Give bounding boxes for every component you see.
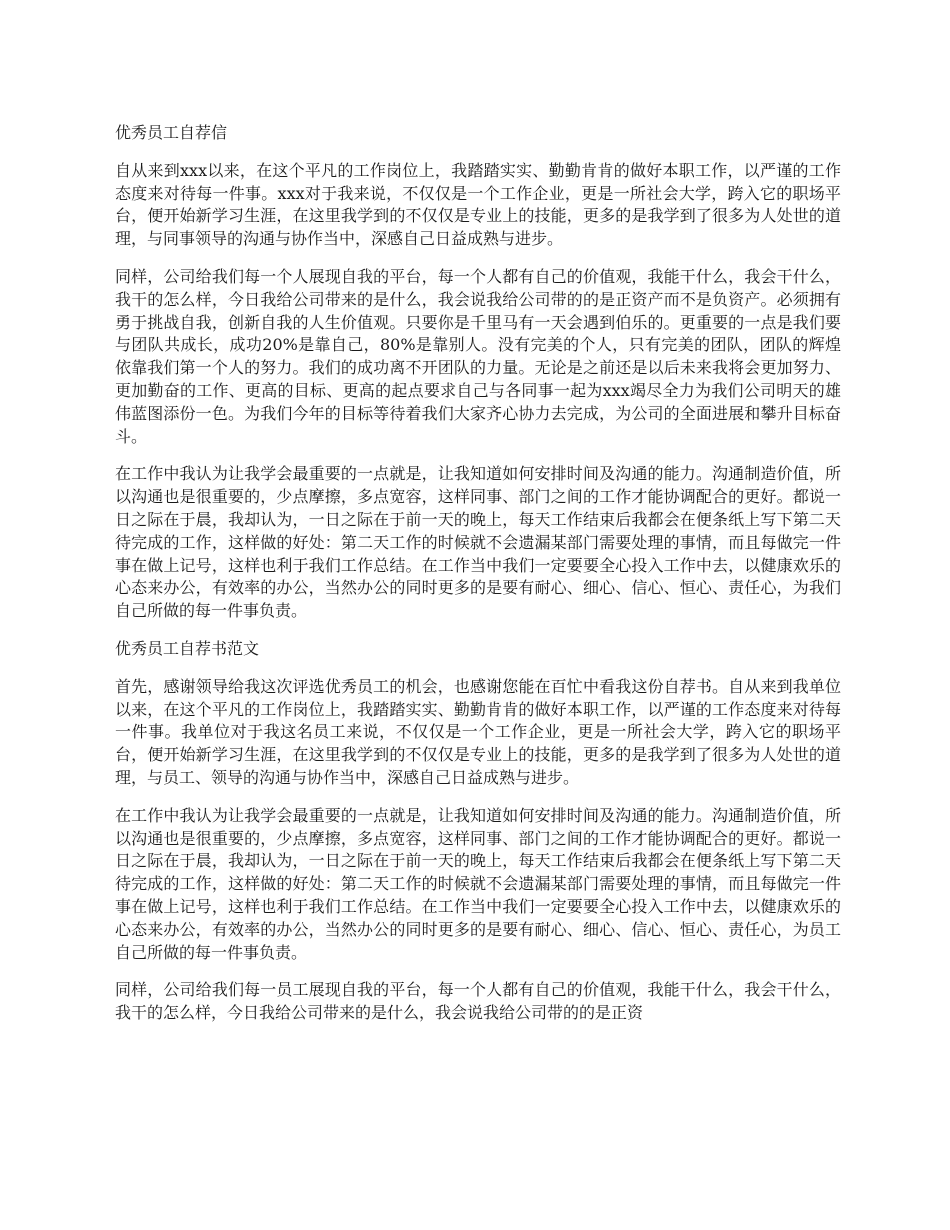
paragraph-1: 自从来到xxx以来，在这个平凡的工作岗位上，我踏踏实实、勤勤肯肯的做好本职工作，以严谨的工作态度来对待每一件事。xxx对于我来说，不仅仅是一个工作企业，更是一所社会大学，跨入它的职场平台，便开始新学习生涯，在这里我学到的不仅仅是专业上的技能，更多的是我学到了很多为人处世的道理，与同事领导的沟通与协作当中，深感自己日益成熟与进步。 bbox=[115, 160, 841, 249]
paragraph-3: 在工作中我认为让我学会最重要的一点就是，让我知道如何安排时间及沟通的能力。沟通制造价值，所以沟通也是很重要的，少点摩擦，多点宽容，这样同事、部门之间的工作才能协调配合的更好。都说一日之际在于晨，我却认为，一日之际在于前一天的晚上，每天工作结束后我都会在便条纸上写下第二天待完成的工作，这样做的好处：第二天工作的时候就不会遗漏某部门需要处理的事情，而且每做完一件事在做上记号，这样也利于我们工作总结。在工作当中我们一定要要全心投入工作中去，以健康欢乐的心态来办公，有效率的办公，当然办公的同时更多的是要有耐心、细心、信心、恒心、责任心，为我们自己所做的每一件事负责。 bbox=[115, 464, 841, 621]
section-title-1: 优秀员工自荐信 bbox=[115, 123, 228, 142]
paragraph-6: 同样，公司给我们每一员工展现自我的平台，每一个人都有自己的价值观，我能干什么，我会干什么，我干的怎么样，今日我给公司带来的是什么，我会说我给公司带的的是正资 bbox=[115, 980, 841, 1023]
paragraph-5: 在工作中我认为让我学会最重要的一点就是，让我知道如何安排时间及沟通的能力。沟通制造价值，所以沟通也是很重要的，少点摩擦，多点宽容，这样同事、部门之间的工作才能协调配合的更好。都说一日之际在于晨，我却认为，一日之际在于前一天的晚上，每天工作结束后我都会在便条纸上写下第二天待完成的工作，这样做的好处：第二天工作的时候就不会遗漏某部门需要处理的事情，而且每做完一件事在做上记号，这样也利于我们工作总结。在工作当中我们一定要要全心投入工作中去，以健康欢乐的心态来办公，有效率的办公，当然办公的同时更多的是要有耐心、细心、信心、恒心、责任心，为员工自己所做的每一件事负责。 bbox=[115, 805, 841, 962]
paragraph-2: 同样，公司给我们每一个人展现自我的平台，每一个人都有自己的价值观，我能干什么，我会干什么，我干的怎么样，今日我给公司带来的是什么，我会说我给公司带的的是正资产而不是负资产。必须拥有勇于挑战自我，创新自我的人生价值观。只要你是千里马有一天会遇到伯乐的。更重要的一点是我们要与团队共成长，成功20%是靠自己，80%是靠别人。没有完美的个人，只有完美的团队，团队的辉煌依靠我们第一个人的努力。我们的成功离不开团队的力量。无论是之前还是以后未来我将会更加努力、更加勤奋的工作、更高的目标、更高的起点要求自己与各同事一起为xxx竭尽全力为我们公司明天的雄伟蓝图添份一色。为我们今年的目标等待着我们大家齐心协力去完成，为公司的全面进展和攀升目标奋斗。 bbox=[115, 266, 841, 446]
paragraph-4: 首先，感谢领导给我这次评选优秀员工的机会，也感谢您能在百忙中看我这份自荐书。自从来到我单位以来，在这个平凡的工作岗位上，我踏踏实实、勤勤肯肯的做好本职工作，以严谨的工作态度来对待每一件事。我单位对于我这名员工来说，不仅仅是一个工作企业，更是一所社会大学，跨入它的职场平台，便开始新学习生涯，在这里我学到的不仅仅是专业上的技能，更多的是我学到了很多为人处世的道理，与员工、领导的沟通与协作当中，深感自己日益成熟与进步。 bbox=[115, 676, 841, 787]
document-page bbox=[115, 122, 841, 1040]
section-title-2: 优秀员工自荐书范文 bbox=[115, 638, 260, 658]
